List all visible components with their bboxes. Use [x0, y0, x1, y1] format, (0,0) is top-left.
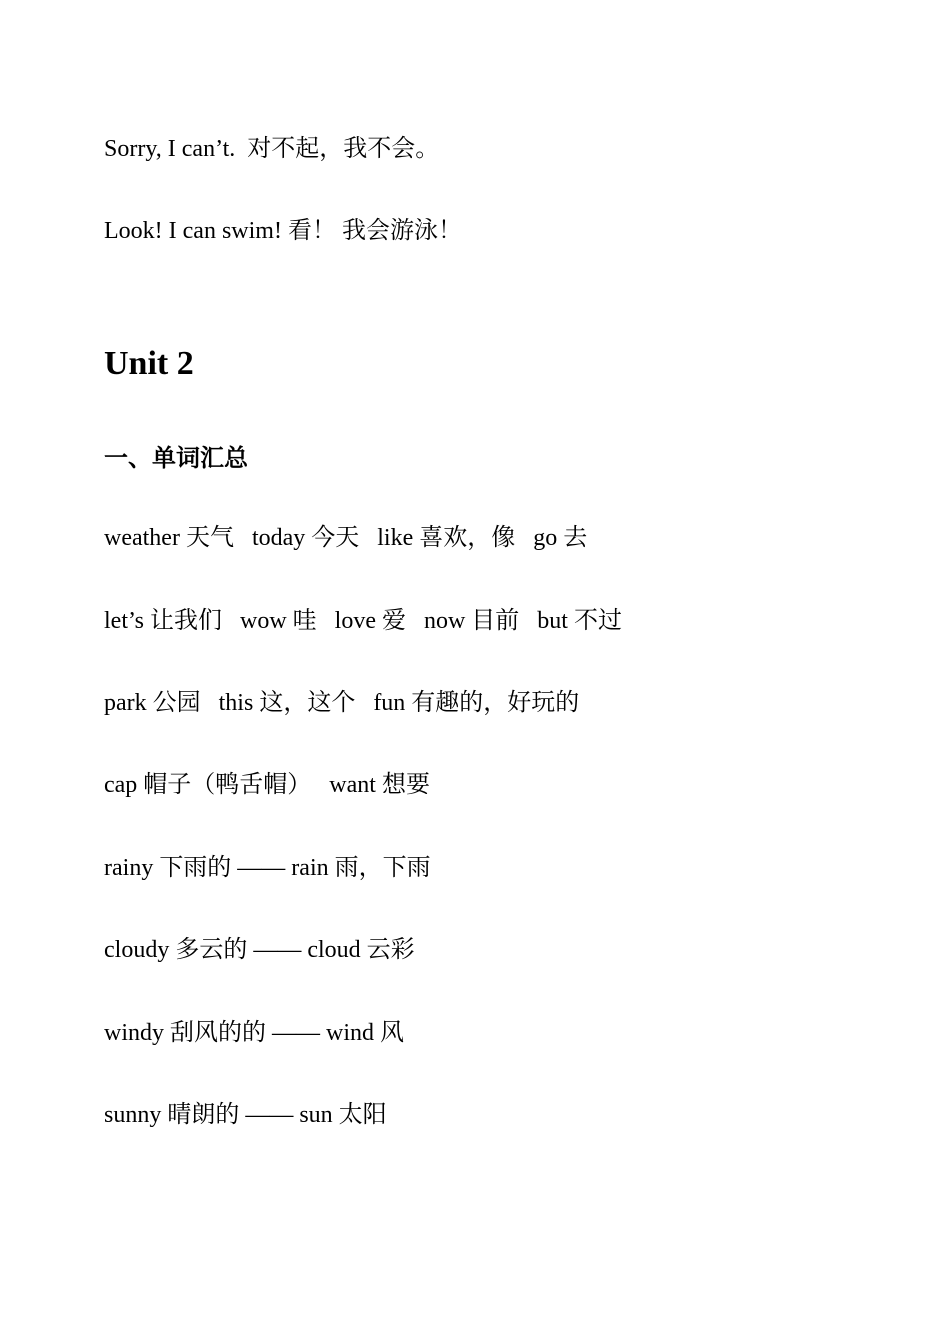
section-title: 一、单词汇总	[104, 444, 248, 472]
vocab-line: let’s 让我们 wow 哇 love 爱 now 目前 but 不过	[104, 608, 622, 634]
vocab-line: sunny 晴朗的 —— sun 太阳	[104, 1102, 387, 1128]
phrase-sorry: Sorry, I can’t. 对不起，我不会。	[104, 136, 440, 162]
phrase-look: Look! I can swim! 看！ 我会游泳！	[104, 218, 462, 244]
vocab-line: park 公园 this 这，这个 fun 有趣的，好玩的	[104, 690, 580, 716]
vocab-line: cap 帽子（鸭舌帽） want 想要	[104, 772, 430, 798]
vocab-line: windy 刮风的的 —— wind 风	[104, 1020, 404, 1046]
vocab-line: cloudy 多云的 —— cloud 云彩	[104, 937, 415, 963]
vocab-line: rainy 下雨的 —— rain 雨，下雨	[104, 855, 431, 881]
unit-title: Unit 2	[104, 345, 194, 382]
vocab-line: weather 天气 today 今天 like 喜欢，像 go 去	[104, 525, 588, 551]
